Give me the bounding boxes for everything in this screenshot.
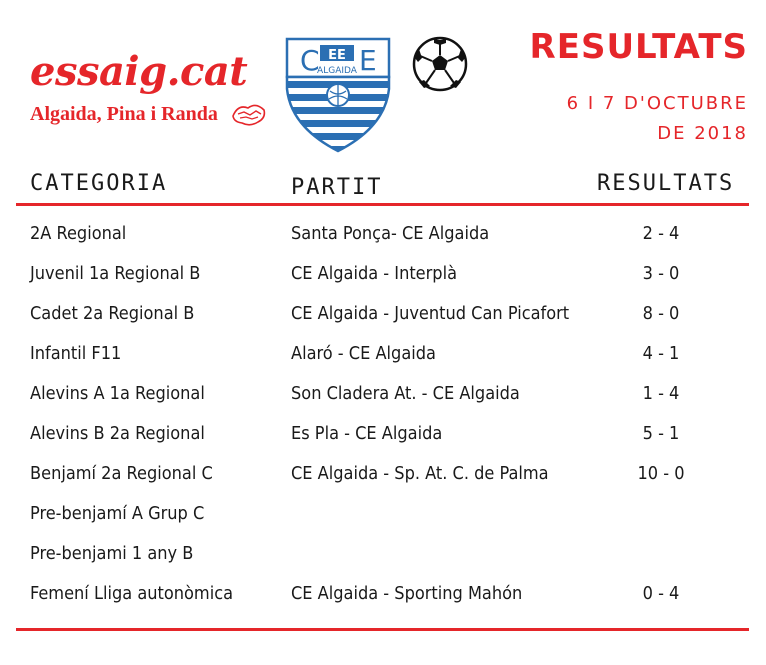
brand-name: essaig.cat bbox=[30, 48, 248, 95]
crest-letter-right: E bbox=[359, 44, 377, 77]
row-category: Pre-benjami 1 any B bbox=[30, 543, 194, 564]
row-result: 8 - 0 bbox=[642, 303, 680, 324]
row-match: Alaró - CE Algaida bbox=[291, 343, 436, 364]
row-match: CE Algaida - Sporting Mahón bbox=[291, 583, 523, 604]
column-header-match: PARTIT bbox=[291, 175, 383, 200]
club-crest-logo bbox=[285, 37, 391, 153]
date-line-1: 6 I 7 D'OCTUBRE bbox=[566, 93, 748, 114]
brand-mark-logo bbox=[230, 100, 268, 128]
table-row bbox=[0, 294, 766, 334]
crest-letters-middle: EE bbox=[328, 48, 346, 63]
row-match: CE Algaida - Sp. At. C. de Palma bbox=[291, 463, 549, 484]
table-row bbox=[0, 214, 766, 254]
row-category: Juvenil 1a Regional B bbox=[30, 263, 201, 284]
crest-letter-left: C bbox=[300, 44, 320, 77]
row-match: Santa Ponça- CE Algaida bbox=[291, 223, 490, 244]
column-header-category: CATEGORIA bbox=[30, 171, 168, 196]
row-result: 5 - 1 bbox=[642, 423, 680, 444]
row-category: Alevins B 2a Regional bbox=[30, 423, 205, 444]
row-category: Femení Lliga autonòmica bbox=[30, 583, 234, 604]
row-result: 4 - 1 bbox=[642, 343, 680, 364]
table-row bbox=[0, 414, 766, 454]
table-row bbox=[0, 454, 766, 494]
date-line-2: DE 2018 bbox=[657, 123, 748, 144]
row-match: Es Pla - CE Algaida bbox=[291, 423, 443, 444]
footer-divider bbox=[16, 628, 749, 631]
row-match: CE Algaida - Juventud Can Picafort bbox=[291, 303, 570, 324]
table-row bbox=[0, 254, 766, 294]
row-category: Cadet 2a Regional B bbox=[30, 303, 195, 324]
row-result: 1 - 4 bbox=[642, 383, 680, 404]
brand-subtitle: Algaida, Pina i Randa bbox=[30, 103, 218, 125]
row-match: CE Algaida - Interplà bbox=[291, 263, 458, 284]
crest-banner: ALGAIDA bbox=[317, 66, 357, 76]
row-category: Benjamí 2a Regional C bbox=[30, 463, 213, 484]
table-row bbox=[0, 374, 766, 414]
row-category: Alevins A 1a Regional bbox=[30, 383, 205, 404]
header-divider bbox=[16, 203, 749, 206]
row-match: Son Cladera At. - CE Algaida bbox=[291, 383, 520, 404]
row-category: Pre-benjamí A Grup C bbox=[30, 503, 205, 524]
row-category: 2A Regional bbox=[30, 223, 127, 244]
row-result: 10 - 0 bbox=[637, 463, 685, 484]
row-result: 2 - 4 bbox=[642, 223, 680, 244]
soccer-ball-icon bbox=[412, 36, 468, 92]
page-title: RESULTATS bbox=[529, 27, 748, 67]
table-row bbox=[0, 334, 766, 374]
table-row bbox=[0, 494, 766, 534]
table-row bbox=[0, 534, 766, 574]
row-result: 3 - 0 bbox=[642, 263, 680, 284]
column-header-result: RESULTATS bbox=[597, 171, 735, 196]
row-category: Infantil F11 bbox=[30, 343, 122, 364]
row-result: 0 - 4 bbox=[642, 583, 680, 604]
table-row bbox=[0, 574, 766, 614]
